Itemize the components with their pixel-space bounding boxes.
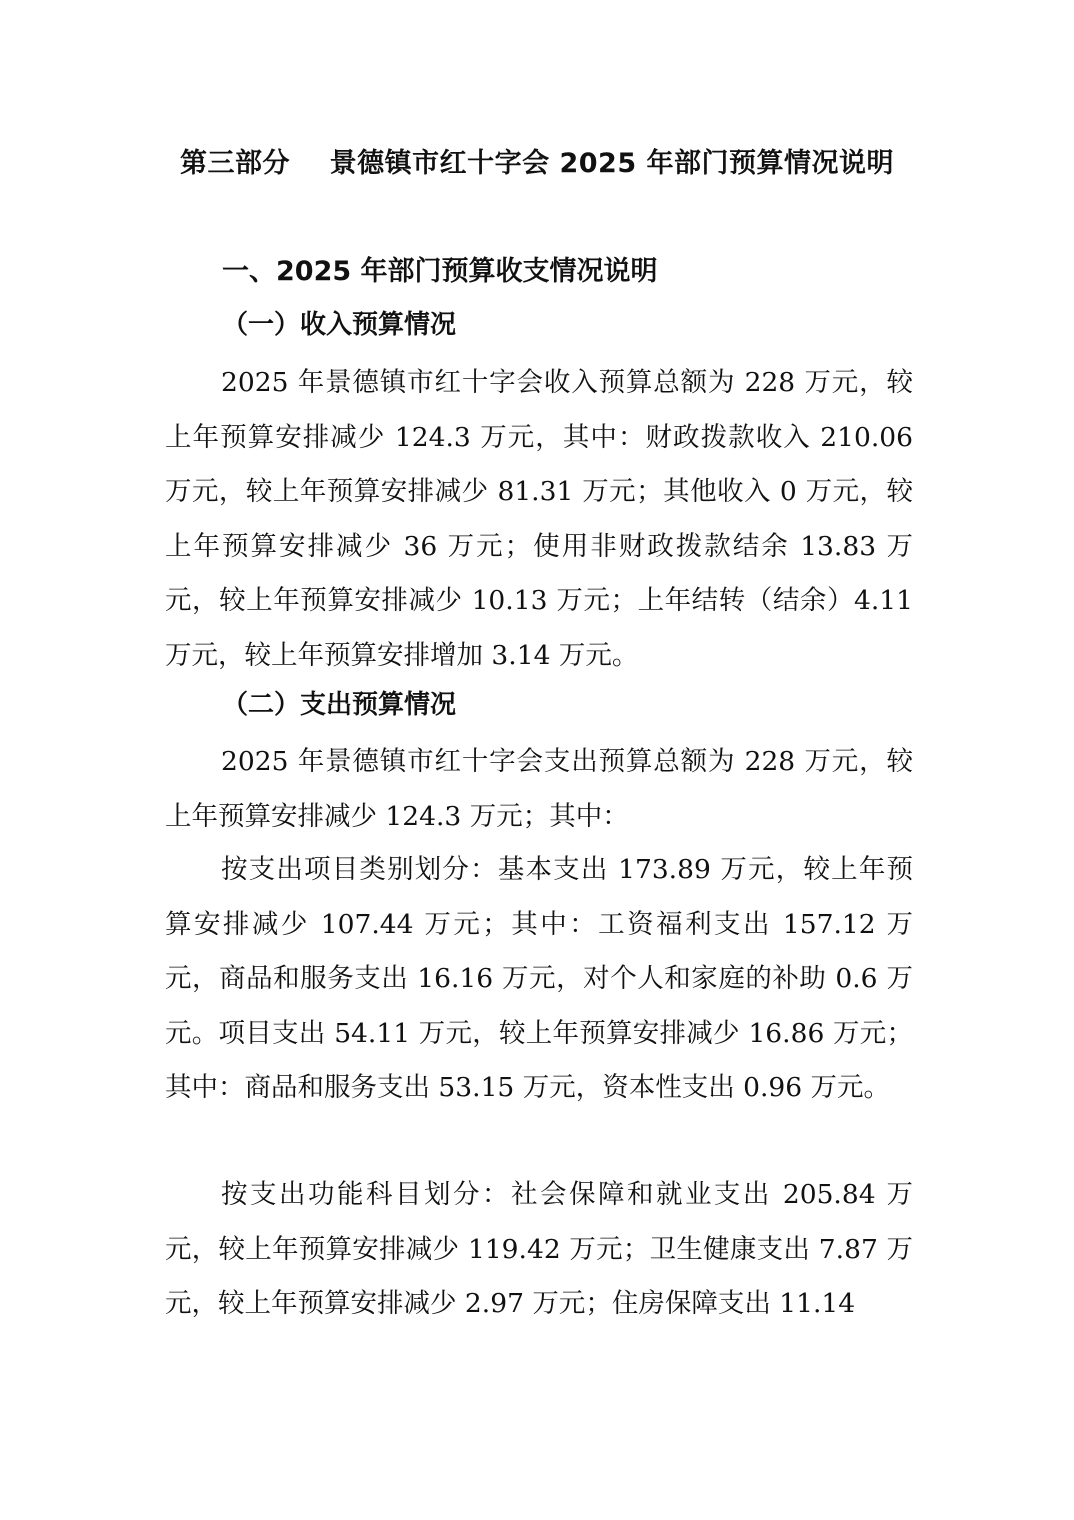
paragraph-expense-by-function: 按支出功能科目划分：社会保障和就业支出 205.84 万元，较上年预算安排减少 119.42 万元；卫生健康支出 7.87 万元，较上年预算安排减少 2.97 万元；住房保障支出 11.14	[165, 1179, 913, 1319]
section-heading-budget-overview: 一、2025 年部门预算收支情况说明	[222, 256, 658, 287]
paragraph-expense-total: 2025 年景德镇市红十字会支出预算总额为 228 万元，较上年预算安排减少 124.3 万元；其中：	[165, 746, 913, 832]
subsection-heading-expense: （二）支出预算情况	[222, 690, 457, 720]
subsection-heading-income: （一）收入预算情况	[222, 310, 457, 340]
paragraph-income-budget: 2025 年景德镇市红十字会收入预算总额为 228 万元，较上年预算安排减少 124.3 万元，其中：财政拨款收入 210.06 万元，较上年预算安排减少 81.31 万元；其他收入 0 万元，较上年预算安排减少 36 万元；使用非财政拨款结余 13.83 万元，较上年预算安排减少 10.13 万元；上年结转（结余）4.11 万元，较上年预算安排增加 3.14 万元。	[165, 367, 913, 671]
paragraph-expense-by-category: 按支出项目类别划分：基本支出 173.89 万元，较上年预算安排减少 107.44 万元；其中：工资福利支出 157.12 万元，商品和服务支出 16.16 万元，对个人和家庭的补助 0.6 万元。项目支出 54.11 万元，较上年预算安排减少 16.86 万元；其中：商品和服务支出 53.15 万元，资本性支出 0.96 万元。	[165, 854, 913, 1103]
document-title: 第三部分 景德镇市红十字会 2025 年部门预算情况说明	[179, 148, 895, 179]
